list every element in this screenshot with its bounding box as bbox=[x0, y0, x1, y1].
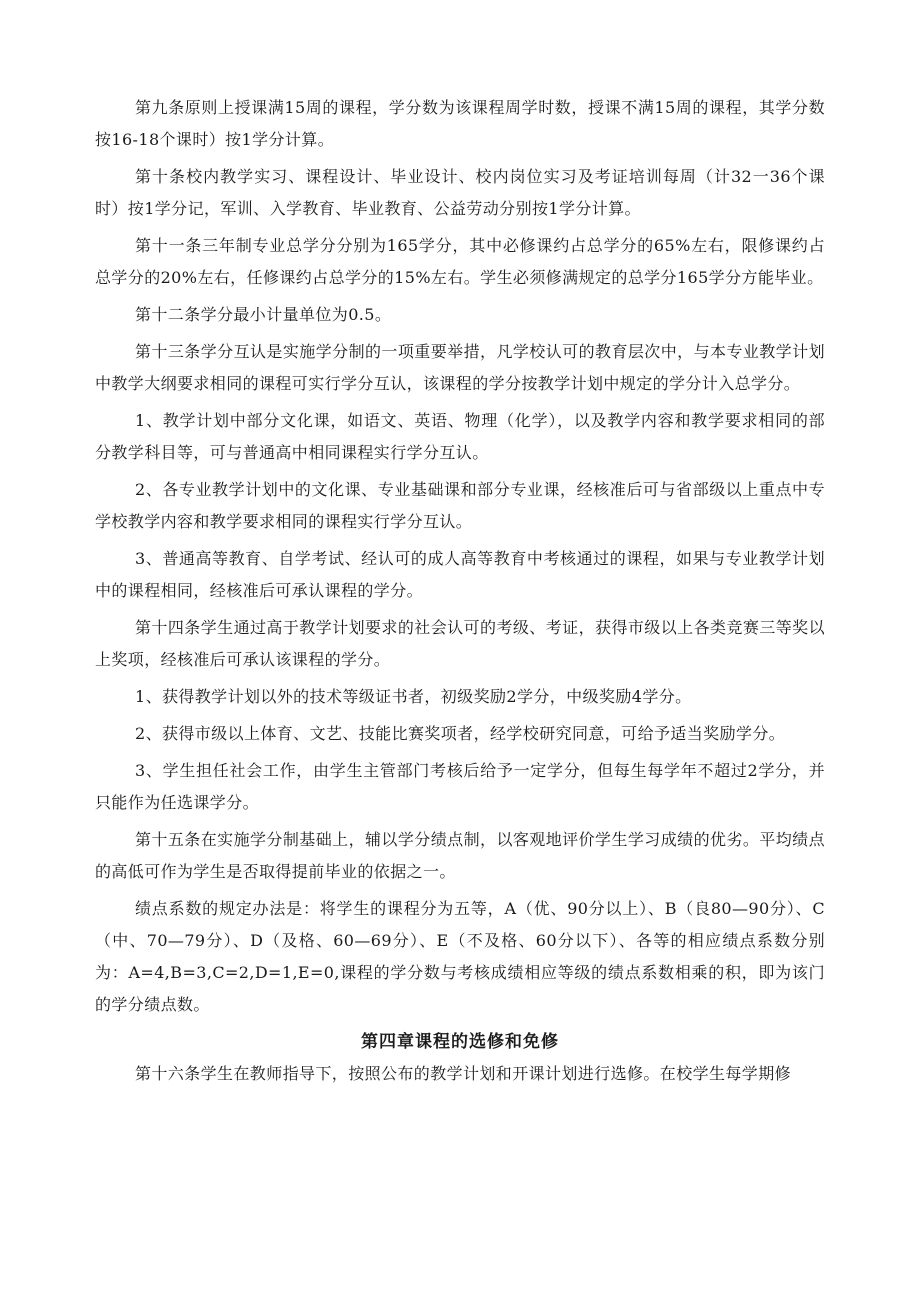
article-11: 第十一条三年制专业总学分分别为165学分，其中必修课约占总学分的65%左右，限修课约占总学分的20%左右，任修课约占总学分的15%左右。学生必须修满规定的总学分165学分方能毕业。 bbox=[95, 236, 825, 287]
article-12: 第十二条学分最小计量单位为0.5。 bbox=[135, 305, 392, 324]
article-13-item-1: 1、教学计划中部分文化课，如语文、英语、物理（化学），以及教学内容和教学要求相同的部分教学科目等，可与普通高中相同课程实行学分互认。 bbox=[95, 411, 825, 462]
article-9: 第九条原则上授课满15周的课程，学分数为该课程周学时数，授课不满15周的课程，其学分数按16-18个课时）按1学分计算。 bbox=[95, 98, 825, 149]
grade-point-rules: 绩点系数的规定办法是：将学生的课程分为五等，A（优、90分以上）、B（良80—90分）、C（中、70—79分）、D（及格、60—69分）、E（不及格、60分以下）、各等的相应绩点系数分别为：A=4,B=3,C=2,D=1,E=0,课程的学分数与考核成绩相应等级的绩点系数相乘的积，即为该门的学分绩点数。 bbox=[95, 899, 825, 1014]
chapter-heading: 第四章课程的选修和免修 bbox=[361, 1032, 559, 1052]
article-13-item-2: 2、各专业教学计划中的文化课、专业基础课和部分专业课，经核准后可与省部级以上重点中专学校教学内容和教学要求相同的课程实行学分互认。 bbox=[95, 480, 825, 531]
article-13: 第十三条学分互认是实施学分制的一项重要举措，凡学校认可的教育层次中，与本专业教学计划中教学大纲要求相同的课程可实行学分互认，该课程的学分按教学计划中规定的学分计入总学分。 bbox=[95, 342, 825, 393]
article-14-item-2: 2、获得市级以上体育、文艺、技能比赛奖项者，经学校研究同意，可给予适当奖励学分。 bbox=[135, 724, 786, 743]
article-14: 第十四条学生通过高于教学计划要求的社会认可的考级、考证，获得市级以上各类竞赛三等奖以上奖项，经核准后可承认该课程的学分。 bbox=[95, 618, 825, 669]
article-15: 第十五条在实施学分制基础上，辅以学分绩点制，以客观地评价学生学习成绩的优劣。平均绩点的高低可作为学生是否取得提前毕业的依据之一。 bbox=[95, 830, 825, 881]
document-page bbox=[95, 92, 825, 1095]
article-13-item-3: 3、普通高等教育、自学考试、经认可的成人高等教育中考核通过的课程，如果与专业教学计划中的课程相同，经核准后可承认课程的学分。 bbox=[95, 549, 825, 600]
article-14-item-1: 1、获得教学计划以外的技术等级证书者，初级奖励2学分，中级奖励4学分。 bbox=[135, 687, 692, 706]
article-16: 第十六条学生在教师指导下，按照公布的教学计划和开课计划进行选修。在校学生每学期修 bbox=[135, 1064, 792, 1083]
article-10: 第十条校内教学实习、课程设计、毕业设计、校内岗位实习及考证培训每周（计32一36个课时）按1学分记，军训、入学教育、毕业教育、公益劳动分别按1学分计算。 bbox=[95, 167, 825, 218]
article-14-item-3: 3、学生担任社会工作，由学生主管部门考核后给予一定学分，但每生每学年不超过2学分，并只能作为任选课学分。 bbox=[95, 761, 825, 812]
